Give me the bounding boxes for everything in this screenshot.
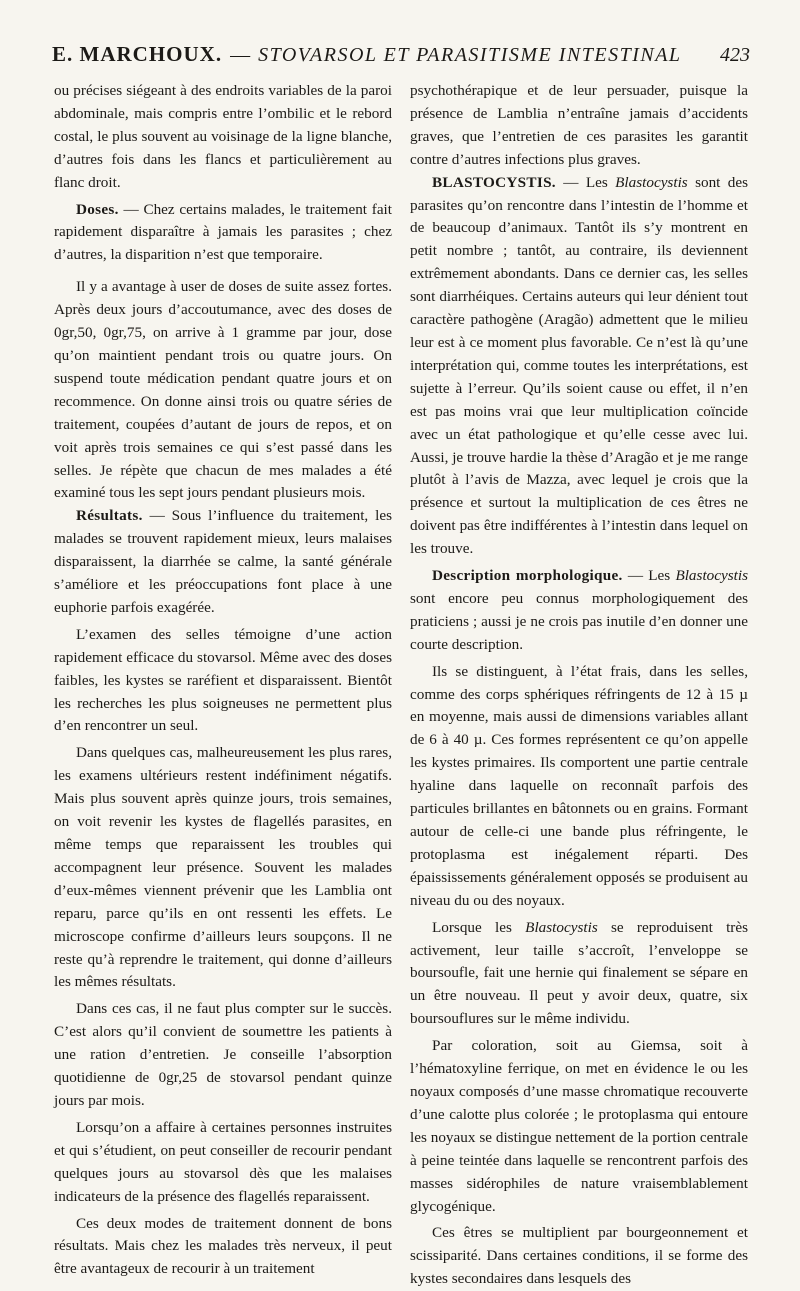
blastocystis-genus: Blastocystis [615,173,688,191]
running-header [52,42,750,72]
reproduction-genus: Blastocystis [525,918,598,936]
blastocystis-text: sont des parasites qu’on rencontre dans l’intestin de l’homme et de beaucoup d’animaux. Tantôt ils s’y montrent en petit nombre ; tantôt, au contraire, ils deviennent extrêmement abondants. Dans ce dernier cas, les selles sont diarrhéiques. Certains auteurs qui leur dénient tout caractère pathogène (Aragão) admettent que le milieu leur est à ce moment plus favorable. Ce n’est là qu’une interprétation qui, comme toutes les interprétations, est sujette à l’erreur. Qu’ils soient cause ou effet, il n’en est pas moins vrai que leur multiplication coïncide avec un état pathologique et qu’elle cesse avec lui. Aussi, je trouve hardie la thèse d’Aragão et je me range plutôt à l’avis de Mazza, avec lequel je crois que la présence et surtout la multiplication de ces êtres ne doivent pas être indifférentes à l’intestin dans lequel on les trouve. [410,173,748,558]
paragraph-staining: Par coloration, soit au Giemsa, soit à l’hématoxyline ferrique, on met en évidence le ou les noyaux composés d’une masse chromatique recouverte d’une calotte plus colorée ; le protoplasma qui entoure les noyaux se distingue nettement de la portion centrale à peine teintée dans laquelle se rencontrent parfois des masses sidérophiles de nature vraisemblablement glycogénique. [410,1037,748,1215]
paragraph-psychotherapy: psychothérapique et de leur persuader, puisque la présence de Lamblia n’entraîne jamais d’accidents graves, que l’entretien de ces parasites les garantit contre d’autres infections plus graves. [410,82,748,168]
reproduction-lead: Lorsque les [432,918,526,936]
header-title: STOVARSOL ET PARASITISME INTESTINAL [258,44,682,66]
blastocystis-dash: — Les [555,173,616,191]
reproduction-text: se reproduisent très activement, leur taille s’accroît, l’enveloppe se boursoufle, fait une hernie qui finalement se sépare en un être nouveau. Il peut y avoir deux, quatre, six boursouflures sur le même individu. [410,918,749,1028]
paragraph-reproduction [410,917,748,1032]
paragraph-results [54,505,392,620]
paragraph-multiplication: Ces êtres se multiplient par bourgeonnement et scissiparité. Dans certaines conditions, il se forme des kystes secondaires dans lesquels des [410,1224,748,1288]
paragraph-description [410,565,748,657]
paragraph-fresh-state: Ils se distinguent, à l’état frais, dans les selles, comme des corps sphériques réfringents de 12 à 15 µ en moyenne, mais aussi de dimensions variables allant de 6 à 40 µ. Ces formes représentent ce qu’on appelle les kystes primaires. Ils comportent une partie centrale hyaline dans laquelle on reconnaît parfois des particules brillantes en bâtonnets ou en grains. Formant autour de celle-ci une bande plus réfringente, le protoplasma est inégalement réparti. Des épaississements généralement opposés se produisent au niveau du ou des noyaux. [410,662,748,909]
paragraph-dosage-schedule: Il y a avantage à user de doses de suite assez fortes. Après deux jours d’accoutumance, avec des doses de 0gr,50, 0gr,75, on arrive à 1 gramme par jour, dose qu’on maintient pendant trois ou quatre jours. On suspend toute médication pendant quatre jours et on recommence. On donne ainsi trois ou quatre séries de traitement, coupées d’autant de jours de repos, et on voit après trois semaines ce qui s’est passé dans les selles. Je répète que chacun de mes malades a été examiné tous les sept jours pendant plusieurs mois. [54,278,392,502]
section-heading-doses: Doses. [76,200,119,218]
description-text: sont encore peu connus morphologiquement des praticiens ; aussi je ne crois pas inutile d’en donner une courte description. [410,589,748,653]
section-heading-description: Description morphologique. [432,567,623,585]
left-column [54,80,392,1281]
paragraph-relapse: Dans quelques cas, malheureusement les plus rares, les examens ultérieurs restent indéfiniment négatifs. Mais plus souvent après quinze jours, trois semaines, on voit revenir les kystes de flagellés parasites, en même temps que reparaissent les troubles qui accompagnent leur présence. Souvent les malades d’eux-mêmes viennent prévenir que les Lamblia ont reparu, parce qu’ils en ont ressenti les effets. Le microscope confirme d’ailleurs leurs soupçons. Il ne reste qu’à reprendre le traitement, qui donne d’ailleurs les mêmes résultats. [54,744,392,991]
header-author: E. MARCHOUX. [52,42,223,66]
section-heading-results: Résultats. [76,507,143,525]
page-number: 423 [720,44,750,66]
doses-text: — Chez certains malades, le traitement fait rapidement disparaître à jamais les parasites ; chez d’autres, la disparition n’est que temporaire. [54,200,392,264]
results-text: — Sous l’influence du traitement, les malades se trouvent rapidement mieux, leurs malaises disparaissent, la diarrhée se calme, la santé générale s’améliore et les préoccupations font place à une euphorie parfois exagérée. [54,507,392,616]
section-heading-blastocystis: BLASTOCYSTIS. [432,173,556,191]
paragraph-stool-exam: L’examen des selles témoigne d’une action rapidement efficace du stovarsol. Même avec des doses faibles, les kystes se raréfient et disparaissent. Bientôt les recherches les plus soigneuses ne permettent plus d’en rencontrer un seul. [54,625,392,735]
paragraph-doses [54,199,392,268]
paragraph-maintenance: Dans ces cas, il ne faut plus compter sur le succès. C’est alors qu’il convient de soumettre les patients à une ration d’entretien. Je conseille l’absorption quotidienne de 0gr,25 de stovarsol pendant quinze jours par mois. [54,1000,392,1109]
description-genus: Blastocystis [675,567,748,585]
paragraph-continuation: ou précises siégeant à des endroits variables de la paroi abdominale, mais compris entre l’ombilic et le rebord costal, le plus souvent au voisinage de la ligne blanche, d’autres fois dans les flancs et particulièrement au flanc droit. [54,82,392,191]
header-dash: — [230,44,251,66]
paragraph-blastocystis [410,172,748,561]
paragraph-two-modes: Ces deux modes de traitement donnent de bons résultats. Mais chez les malades très nerveux, il peut être avantageux de recourir à un traitement [54,1214,392,1278]
description-dash: — Les [622,567,676,585]
paragraph-instructed-patients: Lorsqu’on a affaire à certaines personnes instruites et qui s’étudient, on peut conseiller de recourir pendant quelques jours au stovarsol dès que les malaises indicateurs de la présence des flagellés reparaissent. [54,1118,392,1205]
right-column [410,80,748,1291]
